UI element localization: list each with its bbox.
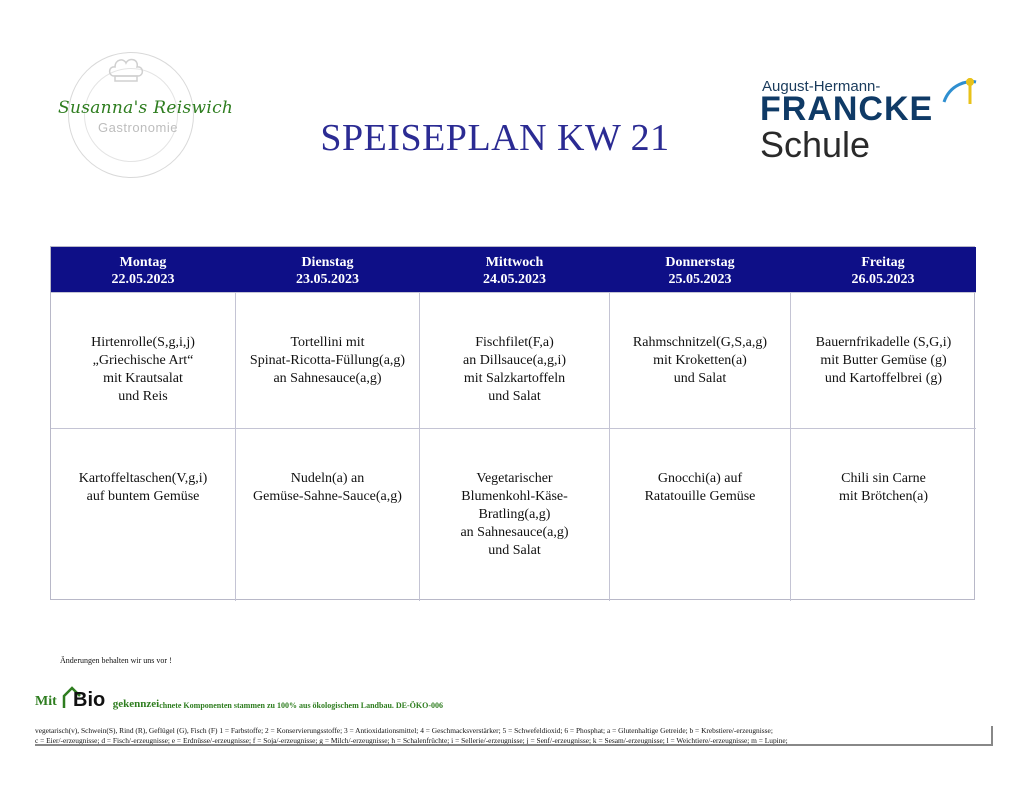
dish-line: Ratatouille Gemüse [644,489,756,504]
day-header [420,247,610,292]
sun-arc-icon [940,74,980,114]
menu-cell [791,292,976,428]
day-header [236,247,420,292]
day-name: Montag [119,255,167,270]
dish-line: und Salat [673,371,727,386]
dish-line: Vegetarischer [476,471,553,486]
dish-line: mit Brötchen(a) [838,489,929,504]
dish-line: an Dillsauce(a,g,i) [462,353,566,368]
bio-mit: Mit [35,694,57,709]
menu-cell [610,292,791,428]
bio-kennzeichnung: gekennzei [112,698,160,710]
day-header [791,247,976,292]
dish-line: und Reis [118,389,168,404]
dish-line: Blumenkohl-Käse- [461,489,568,504]
dish-line: mit Kroketten(a) [653,353,747,368]
bio-description: chnete Komponenten stammen zu 100% aus ökologischem Landbau. DE-ÖKO-006 [159,701,444,710]
day-name: Dienstag [301,255,354,270]
menu-cell [610,428,791,601]
school-logo-bottom: Schule [760,124,871,165]
dish-line: an Sahnesauce(a,g) [460,525,569,540]
day-name: Mittwoch [485,255,544,270]
day-date: 24.05.2023 [483,272,546,287]
dish-line: Hirtenrolle(S,g,i,j) [91,335,195,350]
dish-line: Kartoffeltaschen(V,g,i) [78,471,208,486]
changes-note: Änderungen behalten wir uns vor ! [60,656,172,665]
dish-line: Rahmschnitzel(G,S,a,g) [632,335,768,350]
school-logo-top: August-Hermann- [762,78,881,95]
day-name: Donnerstag [665,255,735,270]
dish-line: mit Krautsalat [103,371,183,386]
page-title: SPEISEPLAN KW 21 [320,117,670,159]
day-date: 22.05.2023 [111,272,175,287]
dish-line: Nudeln(a) an [290,471,365,486]
dish-line: Tortellini mit [290,335,365,350]
gastronomie-logo [58,50,234,180]
menu-cell [51,292,236,428]
dish-line: und Kartoffelbrei (g) [824,371,943,386]
menu-cell [420,428,610,601]
dish-line: auf buntem Gemüse [86,489,200,504]
dish-line: und Salat [488,543,541,558]
dish-line: Fischfilet(F,a) [475,335,554,350]
legend-line-2: c = Eier/-erzeugnisse; d = Fisch/-erzeugnisse; e = Erdnüsse/-erzeugnisse; f = Soja/-erzeugnisse; g = Milch/-erzeugnisse; h = Schalenfrüchte; i = Sellerie/-erzeugnisse; j = Senf/-erzeugnisse; k = Sesam/-erzeugnisse; l = Weichtiere/-erzeugnisse; m = Lupine; [35,735,788,745]
menu-cell [420,292,610,428]
menu-cell [791,428,976,601]
day-header [610,247,791,292]
dish-line: Spinat-Ricotta-Füllung(a,g) [249,353,406,368]
dish-line: an Sahnesauce(a,g) [273,371,382,386]
bio-line [35,684,443,710]
day-date: 26.05.2023 [851,272,915,287]
school-logo-main: FRANCKE [760,90,934,128]
dish-line: mit Salzkartoffeln [463,371,566,386]
chef-hat-icon [106,56,146,82]
dish-line: Bauernfrikadelle (S,G,i) [815,335,952,350]
day-date: 25.05.2023 [668,272,732,287]
day-date: 23.05.2023 [296,272,359,287]
day-name: Freitag [861,255,905,270]
bio-logo-text: Bio [72,689,105,710]
menu-cell [236,428,420,601]
school-logo [760,74,990,164]
dish-line: Gemüse-Sahne-Sauce(a,g) [253,489,402,504]
dish-line: Chili sin Carne [841,471,926,486]
menu-cell [236,292,420,428]
dish-line: mit Butter Gemüse (g) [820,353,947,368]
logo-subtitle: Gastronomie [98,120,178,135]
dish-line: Bratling(a,g) [478,507,551,522]
dish-line: Gnocchi(a) auf [657,471,743,486]
dish-line: und Salat [488,389,541,404]
allergen-legend [35,726,993,746]
legend-line-1: vegetarisch(v), Schwein(S), Rind (R), Geflügel (G), Fisch (F) 1 = Farbstoffe; 2 = Konservierungsstoffe; 3 = Antioxidationsmittel; 4 = Geschmacksverstärker; 5 = Schwefeldioxid; 6 = Phosphat; a = Glutenhaltige Getreide; b = Krebstiere/-erzeugnisse; [35,726,773,735]
logo-name: Susanna's Reiswich [58,98,234,118]
day-header [51,247,236,292]
menu-table [50,246,975,600]
menu-cell [51,428,236,601]
bio-logo-icon [61,684,109,710]
dish-line: „Griechische Art“ [92,353,194,368]
